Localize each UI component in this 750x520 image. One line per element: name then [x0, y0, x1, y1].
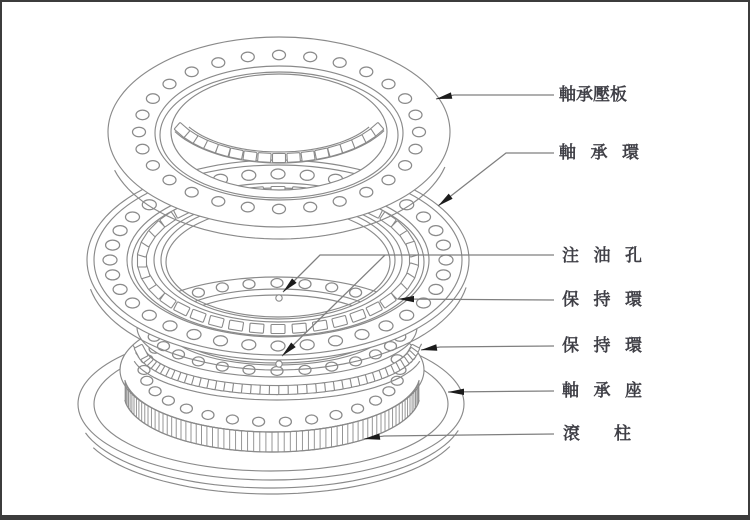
top-plate-holes-hole [413, 127, 426, 137]
label-char: 孔 [625, 246, 642, 265]
middle-bolt-holes-hole [300, 340, 314, 350]
middle-bolt-holes-hole [242, 170, 256, 180]
label-bearing-pressure-plate [559, 84, 625, 106]
middle-bolt-holes-hole [113, 284, 127, 294]
top-plate-holes-hole [273, 50, 286, 60]
label-retaining-ring-upper [562, 289, 642, 311]
seat-bolt-holes-hole [180, 404, 192, 413]
inner-ring-holes-hole [216, 283, 228, 292]
middle-bolt-holes-hole [400, 200, 414, 210]
opening-rollers-roller [258, 153, 272, 163]
top-plate-holes-hole [212, 58, 225, 68]
middle-bolt-holes-hole [113, 226, 127, 236]
middle-bolt-holes-hole [187, 330, 201, 340]
middle-bolt-holes-hole [242, 340, 256, 350]
inner-ring-holes-hole [243, 365, 255, 374]
arrowhead-bearing-pressure-plate [436, 92, 452, 99]
label-char: 環 [622, 143, 639, 162]
leader-bearing-ring [438, 153, 554, 206]
middle-bolt-holes-hole [126, 212, 140, 222]
label-char: 注 [562, 246, 579, 265]
seat-bolt-holes-hole [226, 415, 238, 424]
top-plate-holes-hole [409, 144, 422, 154]
arrowhead-bearing-ring [438, 194, 453, 206]
label-bearing-ring [559, 142, 639, 164]
inner-ring-holes-hole [243, 280, 255, 289]
seat-bolt-holes-hole [306, 415, 318, 424]
inner-ring-holes-hole [299, 365, 311, 374]
middle-bolt-holes-hole [436, 270, 450, 280]
seat-bolt-holes-hole [141, 376, 153, 385]
middle-bolt-holes-hole [417, 212, 431, 222]
upper-cage-rollers-roller [292, 323, 307, 333]
arrowhead-retaining-ring-lower [421, 344, 437, 350]
middle-bolt-holes-hole [436, 240, 450, 250]
inner-ring-holes-hole [271, 279, 283, 288]
seat-bolt-holes-hole [352, 404, 364, 413]
top-plate-holes-hole [360, 187, 373, 197]
upper-cage-rollers-roller [228, 320, 243, 331]
leader-retaining-ring-lower [421, 346, 554, 350]
middle-bolt-holes-hole [429, 284, 443, 294]
middle-bolt-holes-hole [103, 255, 117, 265]
opening-rollers-roller [301, 151, 315, 162]
label-char: 座 [625, 381, 642, 400]
top-plate-holes-hole [399, 94, 412, 104]
top-plate-holes-hole [163, 175, 176, 185]
top-plate-holes-hole [360, 67, 373, 77]
top-plate-holes-hole [333, 58, 346, 68]
top-plate-holes-hole [304, 52, 317, 62]
label-char: 軸 [559, 143, 576, 162]
label-char: 軸 [559, 85, 576, 104]
label-char: 柱 [614, 424, 631, 443]
oil-hole-lower [276, 361, 282, 367]
label-char: 油 [593, 246, 611, 265]
middle-bolt-holes-hole [106, 270, 120, 280]
top-plate-holes-hole [163, 79, 176, 89]
label-char: 承 [593, 381, 611, 400]
label-char: 承 [576, 85, 593, 104]
opening-rollers-roller [315, 148, 330, 159]
label-char: 持 [593, 290, 611, 309]
label-char: 承 [590, 143, 608, 162]
middle-bolt-holes-hole [439, 255, 453, 265]
label-bearing-seat [562, 380, 642, 402]
middle-bolt-holes-hole [329, 336, 343, 346]
top-plate-holes-hole [399, 161, 412, 171]
label-oil-injection-hole [562, 245, 642, 267]
inner-ring-holes-hole [350, 288, 362, 297]
top-plate-holes-hole [333, 197, 346, 207]
top-plate-holes-hole [409, 110, 422, 120]
top-plate-holes-hole [146, 94, 159, 104]
middle-bolt-holes-hole [271, 169, 285, 179]
label-roller [563, 423, 631, 445]
middle-bolt-holes-hole [106, 240, 120, 250]
inner-ring-holes-hole [299, 280, 311, 289]
seat-bolt-holes-hole [149, 387, 161, 396]
middle-bolt-holes-hole [379, 321, 393, 331]
label-char: 板 [610, 85, 627, 104]
upper-cage-rollers-roller [312, 320, 327, 331]
top-plate-holes-hole [136, 110, 149, 120]
middle-bolt-holes-hole [300, 170, 314, 180]
top-plate-holes-hole [241, 52, 254, 62]
label-retaining-ring-lower [562, 335, 642, 357]
upper-cage-rollers-roller [271, 325, 285, 334]
top-plate-holes-hole [212, 197, 225, 207]
inner-ring-holes-hole [158, 342, 170, 351]
seat-bolt-holes-hole [162, 396, 174, 405]
top-plate-holes-hole [185, 67, 198, 77]
middle-bolt-holes-hole [142, 310, 156, 320]
label-char: 保 [562, 336, 579, 355]
label-char: 環 [625, 336, 642, 355]
top-plate-holes-hole [146, 161, 159, 171]
top-plate-holes-hole [273, 204, 286, 214]
inner-ring-holes-hole [326, 283, 338, 292]
seat-bolt-holes-hole [253, 417, 265, 426]
opening-rollers-roller [287, 153, 301, 163]
oil-hole-upper [276, 295, 282, 301]
top-plate-holes-hole [133, 127, 146, 137]
opening-rollers-roller [243, 151, 257, 162]
label-char: 滾 [563, 424, 580, 443]
inner-ring-holes-hole [192, 288, 204, 297]
opening-rollers-roller [229, 148, 244, 159]
label-char: 持 [593, 336, 611, 355]
top-plate-holes-hole [185, 187, 198, 197]
seat-bolt-holes-hole [383, 387, 395, 396]
top-plate-holes-hole [304, 202, 317, 212]
opening-rollers-roller [273, 154, 286, 163]
middle-bolt-holes-hole [163, 321, 177, 331]
middle-bolt-holes-hole [271, 341, 285, 351]
top-plate-holes-hole [382, 79, 395, 89]
seat-bolt-holes-hole [202, 411, 214, 420]
top-plate-holes-hole [136, 144, 149, 154]
leader-bearing-pressure-plate [436, 95, 554, 99]
seat-bolt-holes-hole [279, 417, 291, 426]
middle-bolt-holes-hole [355, 330, 369, 340]
middle-bolt-holes-hole [429, 226, 443, 236]
label-char: 環 [625, 290, 642, 309]
seat-bolt-holes-hole [330, 411, 342, 420]
top-plate-holes-hole [382, 175, 395, 185]
label-char: 保 [562, 290, 579, 309]
upper-cage-rollers-roller [249, 323, 264, 333]
label-char: 軸 [562, 381, 579, 400]
inner-ring-holes-hole [271, 367, 283, 376]
middle-bolt-holes-hole [126, 298, 140, 308]
top-plate-holes-hole [241, 202, 254, 212]
middle-bolt-holes-hole [142, 200, 156, 210]
middle-bolt-holes-hole [214, 336, 228, 346]
middle-bolt-holes-hole [400, 310, 414, 320]
label-char: 壓 [593, 85, 610, 104]
seat-bolt-holes-hole [370, 396, 382, 405]
